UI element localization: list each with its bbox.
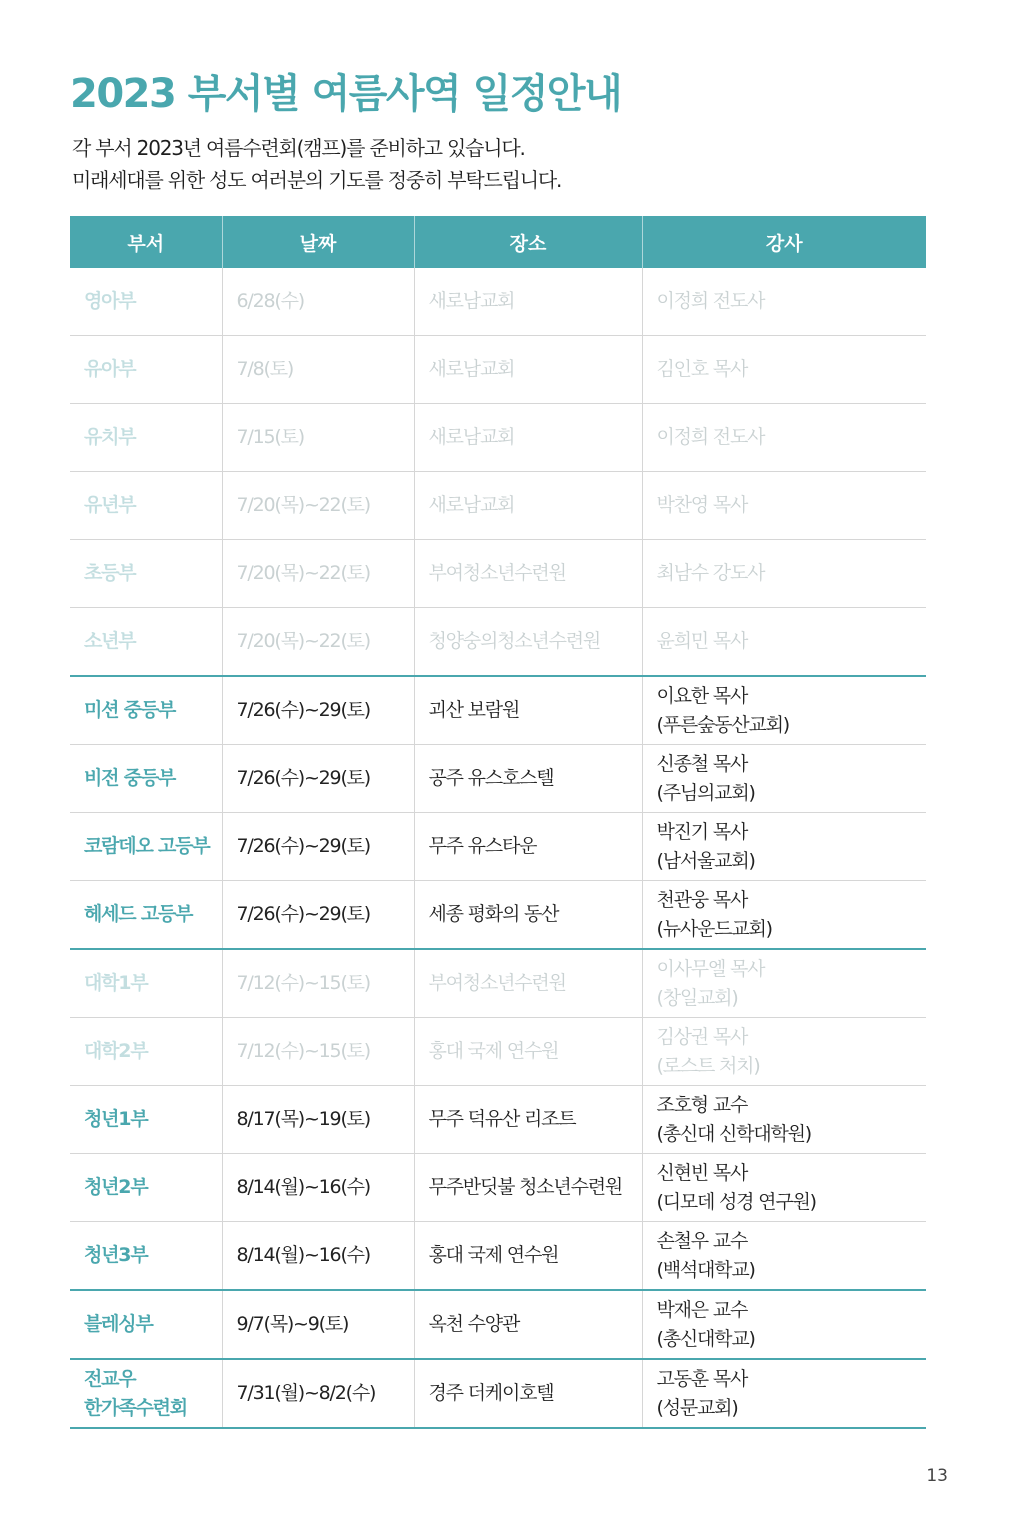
cell-department: 비전 중등부 [70, 745, 222, 813]
header-speaker: 강사 [642, 216, 926, 268]
cell-place: 무주 덕유산 리조트 [414, 1086, 642, 1154]
speaker-affiliation: (백석대학교) [656, 1258, 755, 1281]
speaker-affiliation: (푸른숲동산교회) [656, 713, 790, 736]
cell-department: 유년부 [70, 472, 222, 540]
header-place: 장소 [414, 216, 642, 268]
cell-date: 7/26(수)~29(토) [222, 813, 414, 881]
cell-department: 청년3부 [70, 1222, 222, 1291]
cell-speaker [642, 1154, 926, 1222]
cell-date: 7/31(월)~8/2(수) [222, 1359, 414, 1428]
speaker-affiliation: (총신대학교) [656, 1327, 755, 1350]
cell-speaker [642, 1359, 926, 1428]
cell-department: 초등부 [70, 540, 222, 608]
speaker-name: 이정희 전도사 [656, 290, 765, 312]
table-row [70, 881, 926, 950]
speaker-affiliation: (디모데 성경 연구원) [656, 1190, 816, 1213]
cell-department: 대학1부 [70, 949, 222, 1018]
cell-place: 괴산 보람원 [414, 676, 642, 745]
header-department: 부서 [70, 216, 222, 268]
schedule-body [70, 268, 926, 1428]
table-header-row [70, 216, 926, 268]
speaker-name: 박진기 목사 [656, 820, 748, 843]
table-row [70, 1359, 926, 1428]
cell-date: 8/14(월)~16(수) [222, 1222, 414, 1291]
cell-department: 대학2부 [70, 1018, 222, 1086]
intro-text [72, 132, 561, 196]
speaker-affiliation: (총신대 신학대학원) [656, 1122, 811, 1145]
cell-speaker [642, 472, 926, 540]
cell-department: 청년2부 [70, 1154, 222, 1222]
cell-place: 공주 유스호스텔 [414, 745, 642, 813]
cell-place: 홍대 국제 연수원 [414, 1018, 642, 1086]
cell-date: 8/17(목)~19(토) [222, 1086, 414, 1154]
cell-date: 7/20(목)~22(토) [222, 472, 414, 540]
table-row [70, 472, 926, 540]
cell-speaker [642, 1222, 926, 1291]
page-title: 2023 부서별 여름사역 일정안내 [70, 71, 622, 117]
speaker-affiliation: (로스트 처치) [656, 1054, 760, 1077]
cell-date: 7/26(수)~29(토) [222, 881, 414, 950]
cell-place: 새로남교회 [414, 404, 642, 472]
cell-department: 코람데오 고등부 [70, 813, 222, 881]
cell-speaker [642, 1086, 926, 1154]
cell-place: 새로남교회 [414, 472, 642, 540]
intro-line-1: 각 부서 2023년 여름수련회(캠프)를 준비하고 있습니다. [72, 136, 525, 160]
cell-department: 영아부 [70, 268, 222, 336]
cell-speaker [642, 813, 926, 881]
speaker-affiliation: (창일교회) [656, 986, 738, 1009]
table-row [70, 1290, 926, 1359]
cell-speaker [642, 608, 926, 677]
speaker-name: 조호형 교수 [656, 1093, 748, 1116]
cell-date: 8/14(월)~16(수) [222, 1154, 414, 1222]
intro-line-2: 미래세대를 위한 성도 여러분의 기도를 정중히 부탁드립니다. [72, 168, 562, 192]
cell-place: 부여청소년수련원 [414, 949, 642, 1018]
speaker-name: 천관웅 목사 [656, 888, 748, 911]
table-row [70, 1086, 926, 1154]
page-number: 13 [926, 1466, 948, 1486]
cell-date: 7/12(수)~15(토) [222, 949, 414, 1018]
cell-department: 유아부 [70, 336, 222, 404]
speaker-name: 이정희 전도사 [656, 426, 765, 448]
department-line: 전교우 [84, 1367, 136, 1390]
speaker-affiliation: (주님의교회) [656, 781, 755, 804]
speaker-affiliation: (뉴사운드교회) [656, 917, 772, 940]
speaker-name: 최남수 강도사 [656, 562, 765, 584]
cell-department: 헤세드 고등부 [70, 881, 222, 950]
speaker-name: 윤희민 목사 [656, 630, 748, 652]
cell-date: 6/28(수) [222, 268, 414, 336]
cell-speaker [642, 404, 926, 472]
table-row [70, 336, 926, 404]
table-row [70, 676, 926, 745]
cell-speaker [642, 881, 926, 950]
speaker-name: 고동훈 목사 [656, 1367, 748, 1390]
table-row [70, 268, 926, 336]
cell-date: 7/8(토) [222, 336, 414, 404]
speaker-name: 이사무엘 목사 [656, 957, 765, 980]
cell-date: 7/20(목)~22(토) [222, 608, 414, 677]
speaker-name: 김인호 목사 [656, 358, 748, 380]
cell-speaker [642, 676, 926, 745]
cell-speaker [642, 949, 926, 1018]
cell-date: 9/7(목)~9(토) [222, 1290, 414, 1359]
speaker-name: 김상권 목사 [656, 1025, 748, 1048]
table-row [70, 1154, 926, 1222]
cell-department [70, 1359, 222, 1428]
cell-date: 7/15(토) [222, 404, 414, 472]
schedule-table [70, 216, 926, 1429]
cell-department: 블레싱부 [70, 1290, 222, 1359]
cell-speaker [642, 336, 926, 404]
cell-place: 새로남교회 [414, 268, 642, 336]
header-date: 날짜 [222, 216, 414, 268]
cell-place: 세종 평화의 동산 [414, 881, 642, 950]
table-row [70, 1222, 926, 1291]
cell-place: 부여청소년수련원 [414, 540, 642, 608]
cell-speaker [642, 540, 926, 608]
speaker-affiliation: (성문교회) [656, 1396, 738, 1419]
cell-date: 7/20(목)~22(토) [222, 540, 414, 608]
table-row [70, 813, 926, 881]
cell-speaker [642, 745, 926, 813]
cell-department: 소년부 [70, 608, 222, 677]
cell-place: 경주 더케이호텔 [414, 1359, 642, 1428]
cell-date: 7/12(수)~15(토) [222, 1018, 414, 1086]
cell-place: 새로남교회 [414, 336, 642, 404]
department-line: 한가족수련회 [84, 1396, 187, 1419]
cell-place: 옥천 수양관 [414, 1290, 642, 1359]
cell-department: 미션 중등부 [70, 676, 222, 745]
speaker-name: 신종철 목사 [656, 752, 748, 775]
cell-department: 유치부 [70, 404, 222, 472]
speaker-name: 이요한 목사 [656, 684, 748, 707]
table-row [70, 949, 926, 1018]
speaker-affiliation: (남서울교회) [656, 849, 755, 872]
cell-speaker [642, 1290, 926, 1359]
cell-place: 청양숭의청소년수련원 [414, 608, 642, 677]
cell-department: 청년1부 [70, 1086, 222, 1154]
table-row [70, 404, 926, 472]
cell-place: 홍대 국제 연수원 [414, 1222, 642, 1291]
cell-place: 무주반딧불 청소년수련원 [414, 1154, 642, 1222]
speaker-name: 박재은 교수 [656, 1298, 748, 1321]
table-row [70, 540, 926, 608]
cell-place: 무주 유스타운 [414, 813, 642, 881]
table-row [70, 745, 926, 813]
speaker-name: 신현빈 목사 [656, 1161, 748, 1184]
table-row [70, 608, 926, 677]
cell-date: 7/26(수)~29(토) [222, 745, 414, 813]
speaker-name: 손철우 교수 [656, 1229, 748, 1252]
cell-speaker [642, 1018, 926, 1086]
cell-date: 7/26(수)~29(토) [222, 676, 414, 745]
cell-speaker [642, 268, 926, 336]
table-row [70, 1018, 926, 1086]
speaker-name: 박찬영 목사 [656, 494, 748, 516]
